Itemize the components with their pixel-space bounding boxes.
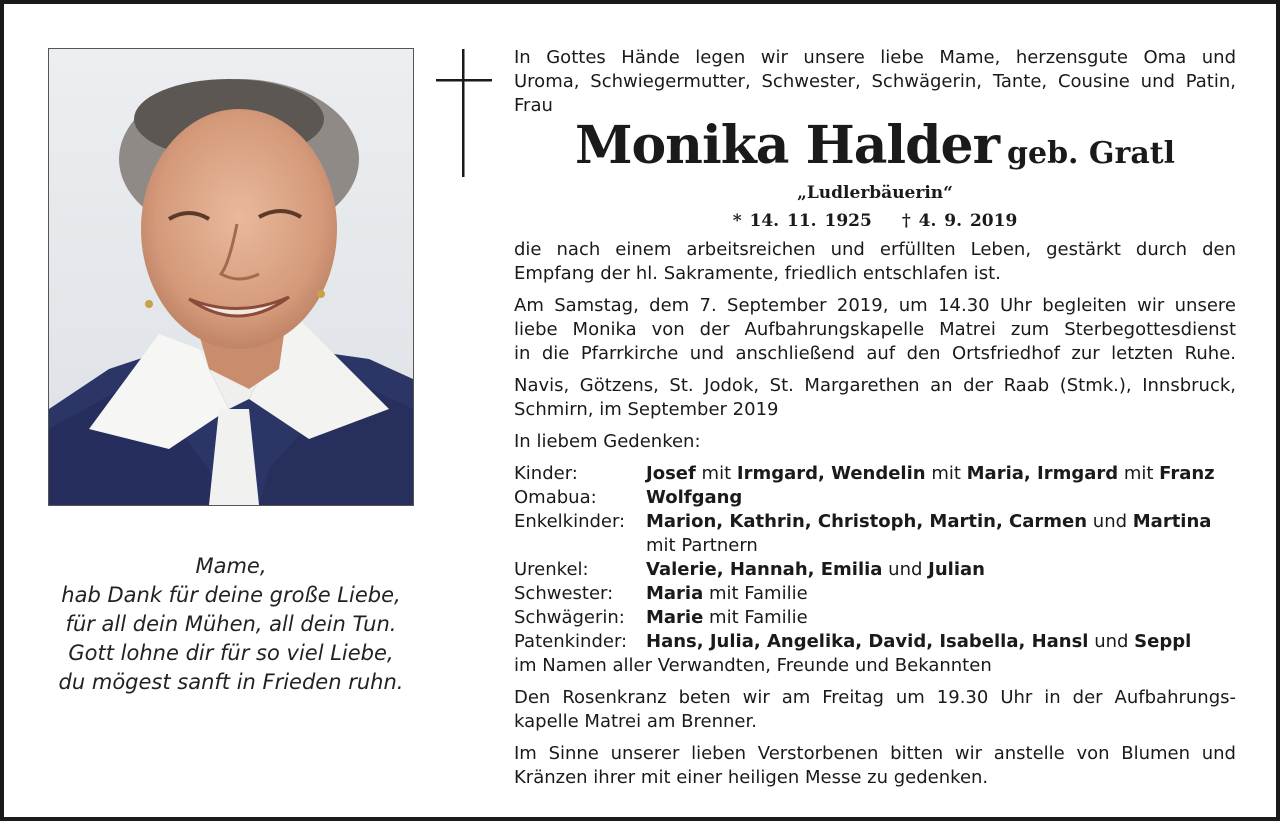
donation-line: Im Sinne unserer lieben Verstorbenen bitten wir anstelle von Blumen und [514,743,1236,764]
relative-label: Patenkinder: [514,631,628,652]
poem-line: für all dein Mühen, all dein Tun. [65,612,397,636]
relative-connector: mit Partnern [646,535,758,556]
deceased-name-line [514,116,1236,176]
poem-line: Gott lohne dir für so viel Liebe, [68,641,394,665]
intro-line: Uroma, Schwiegermutter, Schwester, Schwägerin, Tante, Cousine und Patin, [514,71,1236,92]
relative-label: Urenkel: [514,559,589,580]
cross-icon [436,49,492,179]
portrait-photo [48,48,414,506]
relative-label: Omabua: [514,487,597,508]
intro-line: Frau [514,95,553,116]
relative-row [514,510,1236,558]
relative-names [646,486,1236,510]
relative-row [514,582,1236,606]
relative-row [514,606,1236,630]
relative-label: Kinder: [514,463,578,484]
birth-date: * 14. 11. 1925 [732,211,872,231]
relatives-footer: im Namen aller Verwandten, Freunde und Bekannten [514,655,992,676]
relative-connector: mit Familie [703,607,808,628]
funeral-line: Am Samstag, dem 7. September 2019, um 14.30 Uhr begleiten wir unsere [514,295,1236,316]
birth-name: geb. Gratl [1007,136,1176,171]
poem-line: du mögest sanft in Frieden ruhn. [58,670,404,694]
relative-names [646,630,1236,654]
relative-name: Martina [1132,511,1212,532]
poem-line: Mame, [195,554,267,578]
relative-name: Franz [1159,463,1215,484]
intro-line: In Gottes Hände legen wir unsere liebe Mame, herzensgute Oma und [514,47,1236,68]
relative-name: Seppl [1134,631,1192,652]
life-dates [514,210,1236,232]
notice-text [514,46,1236,790]
relative-names [646,558,1236,582]
remembrance-heading: In liebem Gedenken: [514,431,701,452]
relative-name: Josef [646,463,696,484]
nickname: „Ludlerbäuerin“ [797,183,953,203]
rosary-line: kapelle Matrei am Brenner. [514,711,757,732]
relative-names [646,582,1236,606]
portrait-illustration [49,49,413,505]
place-line: Schmirn, im September 2019 [514,399,779,420]
relative-name: Hans, Julia, Angelika, David, Isabella, Hansl [646,631,1089,652]
relative-names [646,462,1236,486]
relative-name: Maria [646,583,704,604]
funeral-line: liebe Monika von der Aufbahrungskapelle Matrei zum Sterbegottesdienst [514,319,1236,340]
relative-connector: mit [695,463,737,484]
relatives-list [514,462,1236,654]
relative-name: Julian [928,559,985,580]
relative-label: Schwester: [514,583,614,604]
relative-label: Schwägerin: [514,607,625,628]
passing-line: die nach einem arbeitsreichen und erfüllten Leben, gestärkt durch den [514,239,1236,260]
relative-name: Irmgard, Wendelin [736,463,926,484]
relative-name: Valerie, Hannah, Emilia [646,559,883,580]
relative-name: Marion, Kathrin, Christoph, Martin, Carmen [646,511,1088,532]
death-date: † 4. 9. 2019 [901,211,1018,231]
relative-row [514,630,1236,654]
place-line: Navis, Götzens, St. Jodok, St. Margarethen an der Raab (Stmk.), Innsbruck, [514,375,1236,396]
passing-line: Empfang der hl. Sakramente, friedlich entschlafen ist. [514,263,1001,284]
relative-connector: mit [925,463,967,484]
relative-connector: mit [1118,463,1160,484]
relative-label: Enkelkinder: [514,511,626,532]
relative-connector: und [1087,511,1133,532]
deceased-name: Monika Halder [574,115,999,176]
relative-row [514,462,1236,486]
relative-row [514,486,1236,510]
relative-name: Wolfgang [646,487,743,508]
relative-names [646,510,1236,558]
relative-name: Marie [646,607,704,628]
memorial-poem [34,552,428,697]
funeral-line: in die Pfarrkirche und anschließend auf den Ortsfriedhof zur letzten Ruhe. [514,343,1236,364]
relative-names [646,606,1236,630]
relative-row [514,558,1236,582]
relative-connector: und [882,559,929,580]
relative-connector: mit Familie [703,583,808,604]
poem-line: hab Dank für deine große Liebe, [61,583,401,607]
intro-text [514,46,1236,118]
relative-connector: und [1088,631,1135,652]
donation-line: Kränzen ihrer mit einer heiligen Messe zu gedenken. [514,767,989,788]
rosary-line: Den Rosenkranz beten wir am Freitag um 19.30 Uhr in der Aufbahrungs- [514,687,1236,708]
relative-name: Maria, Irmgard [966,463,1119,484]
